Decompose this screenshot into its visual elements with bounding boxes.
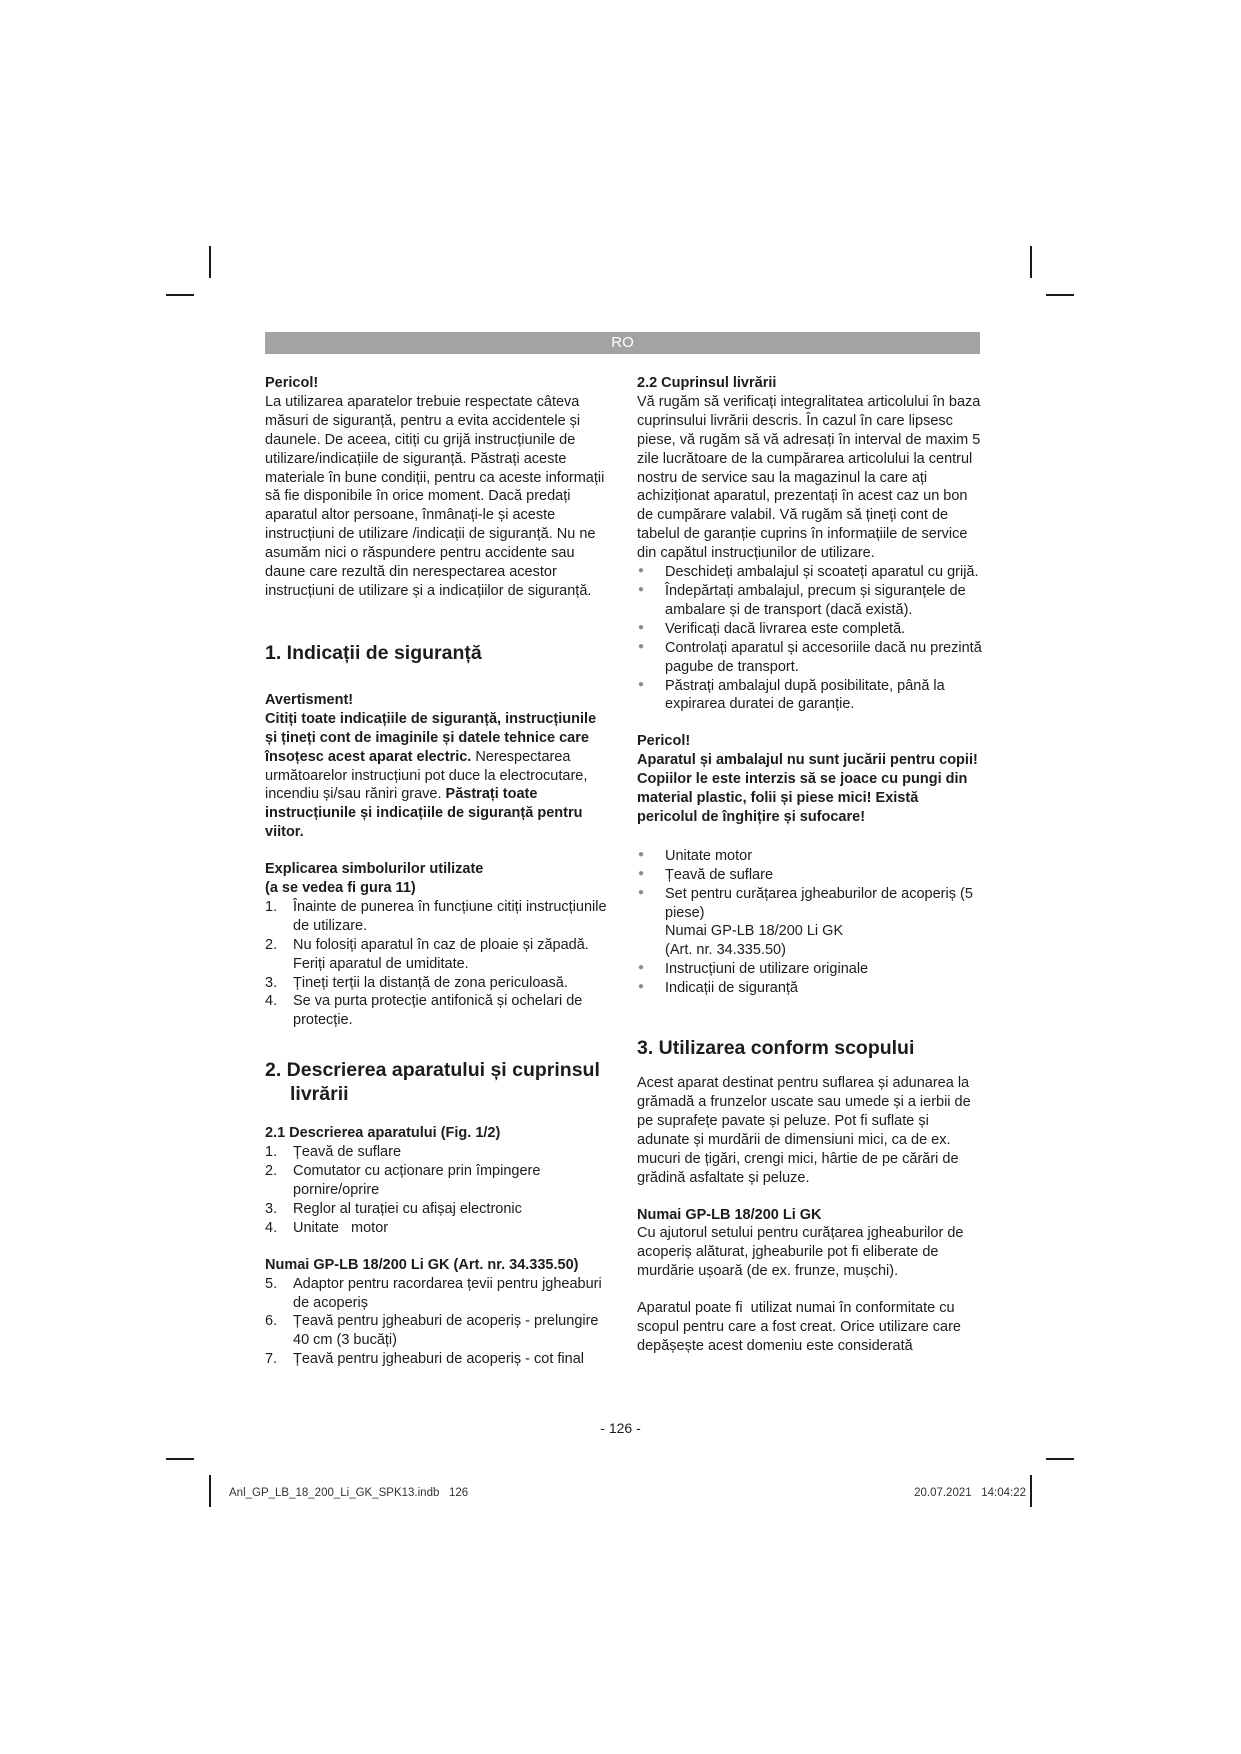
delivery-item: ● Instrucțiuni de utilizare originale [637, 960, 982, 979]
left-column [265, 374, 610, 1369]
part-item: 3. Reglor al turației cu afișaj electronic [265, 1200, 522, 1217]
danger-text-2: Aparatul și ambalajul nu sunt jucării pentru copii! Copiilor le este interzis să se joace cu pungi din material plastic, folii și piese mici! Există pericolul de înghițire și sufocare! [637, 752, 978, 825]
footer-time: 14:04:22 [981, 1487, 1026, 1499]
gk-part-item: 7. Țeavă pentru jgheaburi de acoperiș - cot final [265, 1351, 584, 1368]
gk-part-item: 5. Adaptor pentru racordarea țevii pentru jgheaburi de acoperiș [265, 1275, 602, 1311]
unpacking-step: ● Controlați aparatul și accesoriile dacă nu prezintă pagube de transport. [637, 639, 982, 677]
delivery-item: ● Indicații de siguranță [637, 979, 982, 998]
section-2-heading: 2. Descrierea aparatului și cuprinsul livrării [265, 1059, 600, 1106]
danger-title: Pericol! [265, 375, 319, 391]
part-item: 4. Unitate motor [265, 1219, 389, 1236]
symbols-heading: Explicarea simbolurilor utilizate [265, 861, 484, 878]
delivery-items-list [637, 847, 982, 998]
danger-title-2: Pericol! [637, 733, 691, 750]
unpacking-step: ● Păstrați ambalajul după posibilitate, până la expirarea duratei de garanție. [637, 677, 982, 715]
delivery-item: ● Unitate motor [637, 847, 982, 866]
warning-paragraph [265, 710, 610, 842]
symbol-item: 2. Nu folosiți aparatul în caz de ploaie și zăpadă. Feriți aparatul de umiditate. [265, 936, 589, 972]
section-3-heading: 3. Utilizarea conform scopului [637, 1037, 915, 1060]
gk-usage-text: Cu ajutorul setului pentru curățarea jgheaburilor de acoperiș alăturat, jgheaburile pot fi eliberate de murdărie ușoară (de ex. frunze, mușchi). [637, 1225, 964, 1280]
part-item: 1. Țeavă de suflare [265, 1144, 402, 1161]
crop-mark-top-left-h [166, 294, 194, 296]
unpacking-steps-list [637, 563, 982, 714]
symbols-subheading: (a se vedea fi gura 11) [265, 880, 416, 897]
crop-mark-bottom-left [209, 1475, 211, 1507]
subsection-2-1-heading: 2.1 Descrierea aparatului (Fig. 1/2) [265, 1125, 501, 1142]
usage-text-2: Aparatul poate fi utilizat numai în conformitate cu scopul pentru care a fost creat. Orice utilizare care depășește acest domeniu este considerată [637, 1300, 966, 1354]
gk-part-item: 6. Țeavă pentru jgheaburi de acoperiș - prelungire 40 cm (3 bucăți) [265, 1313, 599, 1349]
gk-parts-heading: Numai GP-LB 18/200 Li GK (Art. nr. 34.335.50) [265, 1256, 579, 1273]
unpacking-step: ● Verificați dacă livrarea este completă. [637, 620, 982, 639]
usage-text: Acest aparat destinat pentru suflarea și adunarea la grămadă a frunzelor uscate sau umede și a ierbii de pe suprafețe pavate și peluze. Pot fi suflate și adunate și murdării de dimensiuni mici, ca de ex. mucuri de țigări, crengi mici, hârtie de pe cărări de grădină asfaltate și peluze. [637, 1075, 971, 1186]
symbol-item: 1. Înainte de punerea în funcțiune citiți instrucțiunile de utilizare. [265, 898, 607, 934]
subsection-2-2-text: Vă rugăm să verificați integralitatea articolului în baza cuprinsului livrării descris. În cazul în care lipsesc piese, vă rugăm să vă adresați în interval de maxim 5 zile lucrătoare de la cumpărarea articolului la centrul nostru de service sau la magazinul la care ați achiziționat aparatul, prezentați în acest caz un bon de cumpărare valabil. Vă rugăm să țineți cont de tabelul de garanție cuprins în informațiile de service din capătul instrucțiunilor de utilizare. [637, 393, 981, 562]
warning-normal-text: Nerespectarea următoarelor instrucțiuni pot duce la electrocutare, incendiu și/sau răniri grave. [265, 748, 588, 803]
warning-bold-text: Citiți toate indicațiile de siguranță, instrucțiunile și țineți cont de imaginile și datele tehnice care însoțesc acest aparat electric. [265, 710, 597, 765]
parts-list [265, 1143, 610, 1238]
delivery-item: ● Set pentru curățarea jgheaburilor de acoperiș (5 piese) Numai GP-LB 18/200 Li GK (Art. nr. 34.335.50) [637, 885, 982, 961]
right-column [637, 374, 982, 1356]
crop-mark-top-right [1030, 246, 1032, 278]
warning-title: Avertisment! [265, 691, 354, 708]
crop-mark-bottom-right [1030, 1475, 1032, 1507]
crop-mark-top-left [209, 246, 211, 278]
symbol-item: 4. Se va purta protecție antifonică și ochelari de protecție. [265, 993, 583, 1029]
footer-file-info: Anl_GP_LB_18_200_Li_GK_SPK13.indb 126 [229, 1487, 469, 1499]
unpacking-step: ● Îndepărtați ambalajul, precum și siguranțele de ambalare și de transport (dacă există). [637, 582, 982, 620]
section-1-heading: 1. Indicații de siguranță [265, 641, 482, 664]
part-item: 2. Comutator cu acționare prin împingere pornire/oprire [265, 1163, 541, 1198]
language-header-bar: RO [265, 332, 980, 354]
crop-mark-bottom-right-h [1046, 1458, 1074, 1460]
warning-bold-text-2: Păstrați toate instrucțiunile și indicațiile de siguranță pentru viitor. [265, 786, 583, 841]
crop-mark-top-right-h [1046, 294, 1074, 296]
subsection-2-2-heading: 2.2 Cuprinsul livrării [637, 375, 777, 391]
gk-parts-list [265, 1275, 610, 1370]
delivery-item: ● Țeavă de suflare [637, 866, 982, 885]
danger-text: La utilizarea aparatelor trebuie respectate câteva măsuri de siguranță, pentru a evita accidentele și daunele. De aceea, citiți cu grijă instrucțiunile de utilizare/indicațiile de siguranță. Păstrați aceste materiale în bune condiții, pentru ca aceste informații să fie disponibile în orice moment. Dacă predați aparatul altor persoane, înmânați-le și aceste instrucțiuni de utilizare /indicații de siguranță. Nu ne asumăm nici o răspundere pentru accidente sau daune care rezultă din nerespectarea acestor instrucțiuni de utilizare și a indicațiilor de siguranță. [265, 393, 605, 599]
page-number: - 126 - [600, 1420, 641, 1436]
footer-timestamp [914, 1487, 1026, 1499]
symbols-list [265, 898, 610, 1030]
unpacking-step: ● Deschideți ambalajul și scoateți aparatul cu grijă. [637, 563, 982, 582]
gk-usage-heading: Numai GP-LB 18/200 Li GK [637, 1206, 822, 1223]
crop-mark-bottom-left-h [166, 1458, 194, 1460]
symbol-item: 3. Țineți terții la distanță de zona periculoasă. [265, 974, 568, 991]
footer-date: 20.07.2021 [914, 1487, 972, 1499]
